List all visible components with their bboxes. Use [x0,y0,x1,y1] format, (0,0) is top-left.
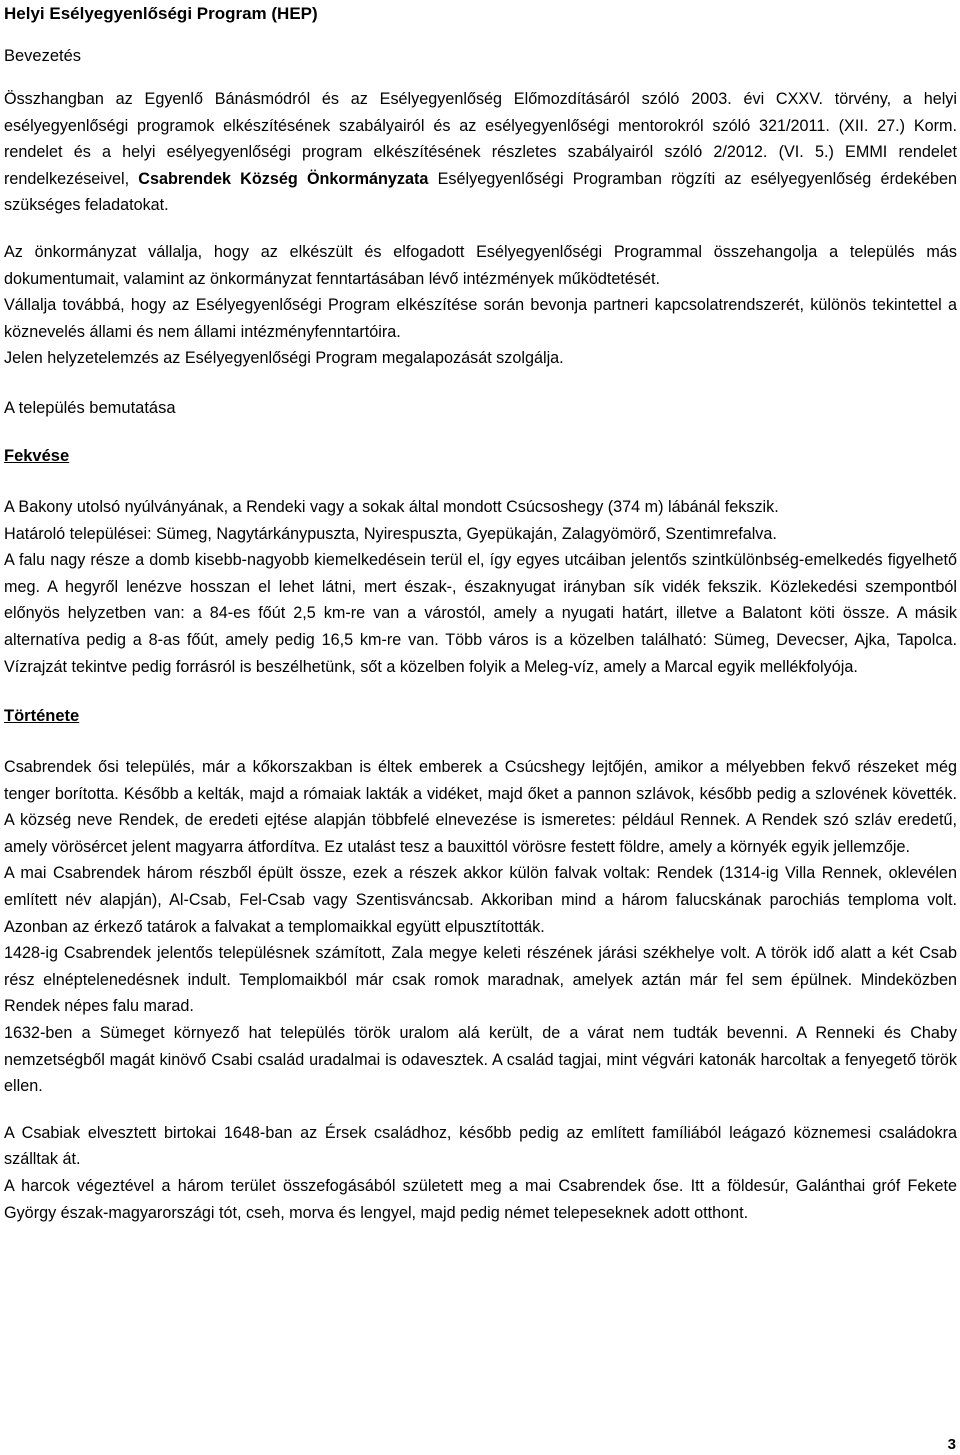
intro-p1-text-b: Esélyegyenlőségi Programban rögzíti az esélyegyenlőség érdekében szükséges feladatokat. [4,169,957,215]
intro-p1-text-a: Összhangban az Egyenlő Bánásmódról és az Esélyegyenlőség Előmozdításáról szóló 2003. évi CXXV. törvény, a helyi esélyegyenlőségi programok elkészítésének szabályairól és az esélyegyenlőségi mentorokról szóló 321/2011. (XII. 27.) Korm. rendelet és a helyi esélyegyenlőségi program elkészítésének részletes szabályairól szóló 2/2012. (VI. 5.) EMMI rendelet rendelkezéseivel, [4,90,957,188]
history-paragraph-1: Csabrendek ősi település, már a kőkorszakban is éltek emberek a Csúcshegy lejtőjén, amikor a mélyebben fekvő részeket még tenger borította. Később a kelták, majd a rómaiak lakták a vidéket, majd őket a pannon szlávok, később pedig a szlovének követték. A község neve Rendek, de eredeti ejtése alapján többfelé elnevezése is ismeretes: például Rennek. A Rendek szó szláv eredetű, amely vörösércet jelent magyarra átfordítva. Ez utalást tesz a bauxittól vörösre festett földre, amely a környék egyik jellemzője. [4,758,957,856]
intro-paragraph-2: Az önkormányzat vállalja, hogy az elkészült és elfogadott Esélyegyenlőségi Programmal összehangolja a település más dokumentumait, valamint az önkormányzat fenntartásában lévő intézmények működtetését. [4,242,957,288]
page-number: 3 [947,1436,956,1453]
history-heading: Története [4,707,80,726]
history-paragraph-2: A mai Csabrendek három részből épült össze, ezek a részek akkor külön falvak voltak: Rendek (1314-ig Villa Rennek, oklevélen említett név alapján), Al-Csab, Fel-Csab vagy Szentisváncsab. Akkoriban mind a három falucskának parochiás temploma volt. Azonban az érkező tatárok a falvakat a templomaikkal együtt elpusztították. [4,864,957,936]
settlement-heading: A település bemutatása [4,398,176,417]
intro-paragraph-1 [4,86,957,219]
document-title: Helyi Esélyegyenlőségi Program (HEP) [4,4,318,23]
history-paragraph-5: A Csabiak elvesztett birtokai 1648-ban az Érsek családhoz, később pedig az említett famíliából leágazó köznemesi családokra szálltak át. [4,1123,957,1169]
spacer [4,372,957,396]
location-paragraph-1: A Bakony utolsó nyúlványának, a Rendeki vagy a sokak által mondott Csúcsoshegy (374 m) lábánál fekszik. [4,497,779,516]
spacer [4,26,957,44]
intro-heading: Bevezetés [4,47,82,65]
location-heading: Fekvése [4,446,70,465]
location-paragraph-2: Határoló települései: Sümeg, Nagytárkánypuszta, Nyirespuszta, Gyepükaján, Zalagyömörő, Szentimrefalva. [4,524,777,543]
history-paragraph-4: 1632-ben a Sümeget környező hat település török uralom alá került, de a várat nem tudták bevenni. A Renneki és Chaby nemzetségből magát kinövő Csabi család uradalmai is odavesztek. A család tagjai, mint végvári katonák harcoltak a fenyegető török ellen. [4,1024,957,1096]
spacer [4,468,957,494]
spacer [4,219,957,239]
location-paragraph-3: A falu nagy része a domb kisebb-nagyobb kiemelkedésein terül el, így egyes utcáiban jelentős szintkülönbség-emelkedés figyelhető meg. A hegyről lenézve hosszan el lehet látni, mert észak-, északnyugat irányban sík vidék fekszik. Közlekedési szempontból előnyös helyzetben van: a 84-es főút 2,5 km-re van a várostól, amely a nyugati határt, illetve a Balatont köti össze. A másik alternatíva pedig a 8-as főút, amely pedig 16,5 km-re van. Több város is a közelben található: Sümeg, Devecser, Ajka, Tapolca. Vízrajzát tekintve pedig forrásról is beszélhetünk, sőt a közelben folyik a Meleg-víz, amely a Marcal egyik mellékfolyója. [4,551,957,676]
spacer [4,728,957,754]
spacer [4,1100,957,1120]
spacer [4,420,957,444]
municipality-name: Csabrendek Község Önkormányzata [138,169,429,188]
document-page [4,0,957,1455]
history-paragraph-3: 1428-ig Csabrendek jelentős településnek számított, Zala megye keleti részének járási székhelye volt. A török idő alatt a két Csab rész elnéptelenedésnek indult. Templomaikból már csak romok maradnak, amelyek aztán már fel sem épülnek. Mindeközben Rendek népes falu marad. [4,944,957,1016]
spacer [4,680,957,704]
history-paragraph-6: A harcok végeztével a három terület összefogásából született meg a mai Csabrendek őse. Itt a földesúr, Galánthai gróf Fekete György észak-magyarországi tót, cseh, morva és lengyel, majd pedig német telepeseknek adott otthont. [4,1177,957,1222]
intro-paragraph-3: Vállalja továbbá, hogy az Esélyegyenlőségi Program elkészítése során bevonja partneri kapcsolatrendszerét, különös tekintettel a köznevelés állami és nem állami intézményfenntartóira. [4,296,957,341]
intro-paragraph-4: Jelen helyzetelemzés az Esélyegyenlőségi Program megalapozását szolgálja. [4,349,564,368]
spacer [4,68,957,86]
